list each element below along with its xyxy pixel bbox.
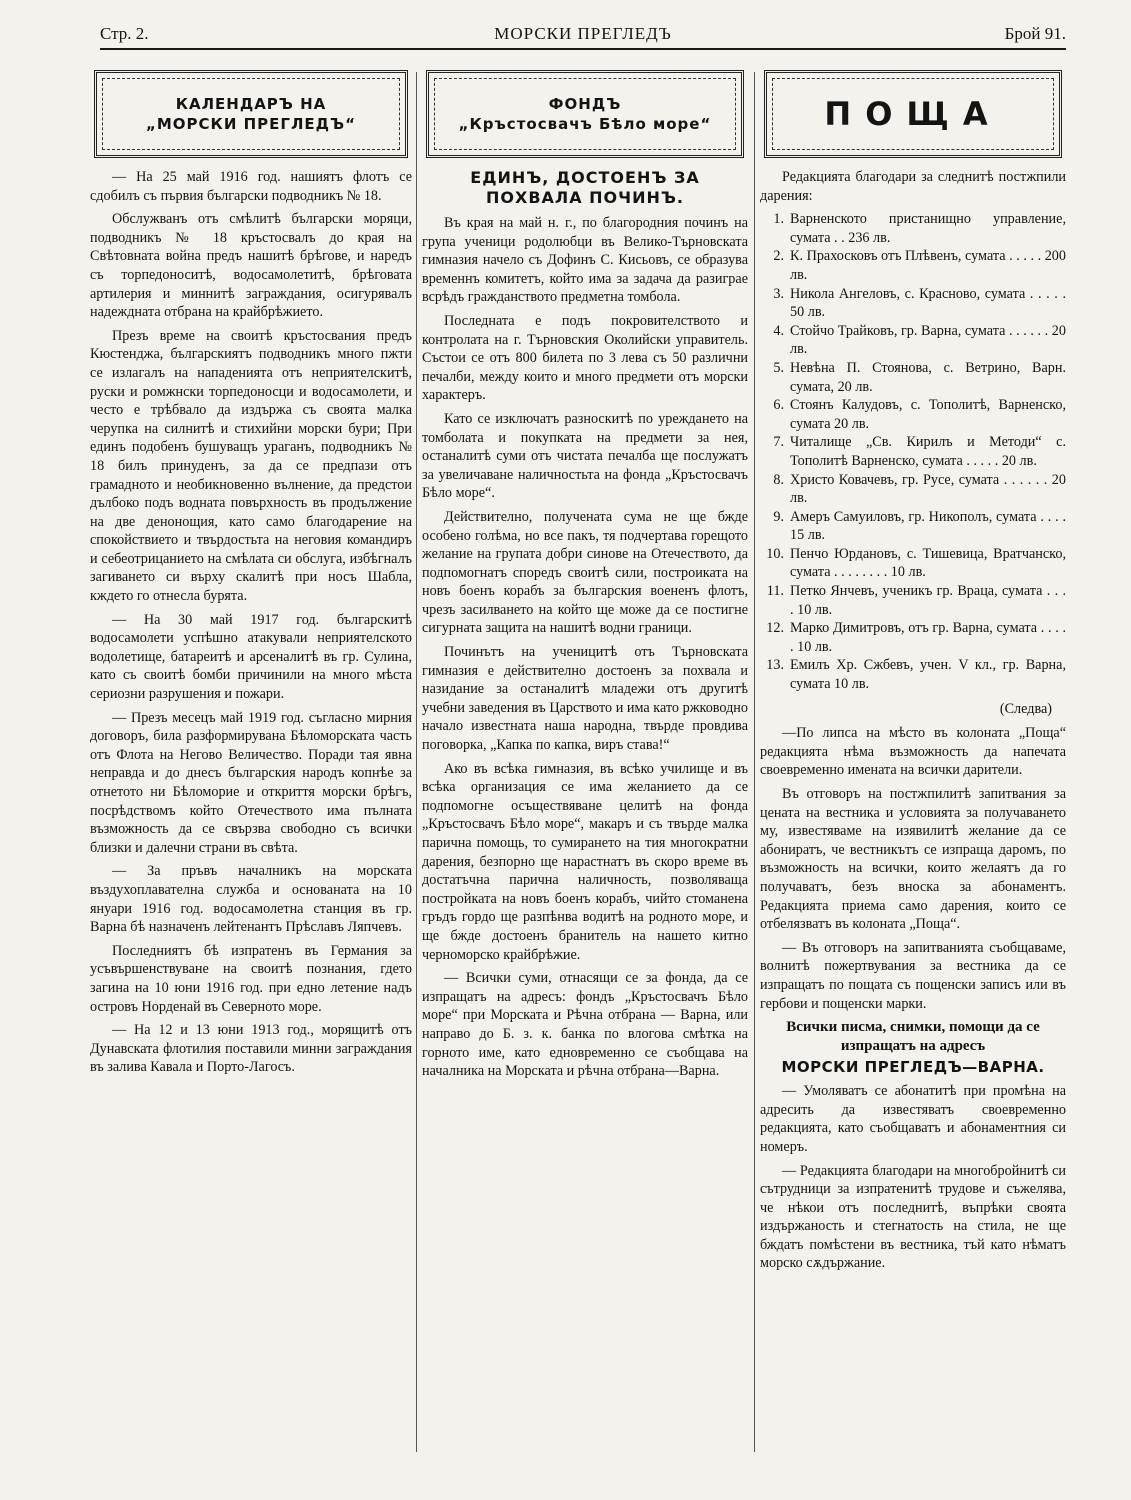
list-item: 12. Марко Димитровъ, отъ гр. Варна, сумата . . . . . 10 лв. [766,620,1066,655]
fund-paragraph: Ако въ всѣка гимназия, въ всѣко училище и въ всѣка организация се има желанието да се подпомогне осъществяване целитѣ на фонда „Кръстосвачъ Бѣло море“, макаръ и съ твърде малка парична помощь, то сумирането на тия многократни дарения, безпорно ще нарастнатъ въ скоро време въ достатъчна парична наличность, позволяваща постройката на новъ боенъ корабъ, чийто стоманена гръдъ гордо ще разпѣнва водитѣ на родното море, и ще бжде достоенъ бранитель на нашето китно черноморско крайбрѣжие. [422,760,748,963]
fund-paragraph: Починътъ на ученицитѣ отъ Търновската гимназия е действително достоенъ за похвала и назидание за останалитѣ младежи отъ другитѣ учебни заведения въ Царството и има като ржководно начало известната наша народна, твърде провдива поговорка, „Капка по капка, виръ става!“ [422,644,748,754]
calendar-paragraph: — За пръвъ началникъ на морската въздухоплавателна служба и основаната на 10 януари 1916 год. водосамолетна станция въ гр. Варна бѣ назначенъ лейтенантъ Прѣславъ Ляпчевъ. [90,863,412,936]
fund-headline: ЕДИНЪ, ДОСТОЕНЪ ЗА ПОХВАЛА ПОЧИНЪ. [470,168,700,207]
calendar-heading-box [94,70,408,158]
address-name: МОРСКИ ПРЕГЛЕДЪ—ВАРНА. [781,1058,1045,1077]
fund-column [422,70,748,1086]
fund-heading-line2: „Кръстосвачъ Бѣло море“ [458,115,712,133]
calendar-heading-line2: „МОРСКИ ПРЕГЛЕДЪ“ [146,115,356,133]
calendar-paragraph: Презъ време на своитѣ кръстосвания предъ Кюстенджа, българскиятъ подводникъ много пжти се излагалъ на нападенията отъ неприятелскитѣ, руски и ромжнски торпедоносци и водосамолети, и често е трѣбвало да издържа съ своята малка черупка на силнитѣ и стихийни морски бури; При единъ подобенъ бушуващъ ураганъ, подводникъ № 18 билъ принуденъ, за да се предпази отъ грамадното и необикновенно вълнение, да предстои дълбоко подъ водната повърхность въ продължение на две денонощия, като само благодарение на спокойствието и твърдостьта на неговия командиръ и себеотрицанието на смѣлата си обслуга, избѣгналъ загиването си върху скалитѣ при носъ Шабла, кждето го отнесла бурята. [90,327,412,605]
mail-intro: Редакцията благодари за следнитѣ постжпили дарения: [760,169,1066,204]
fund-paragraph: Въ края на май н. г., по благородния починъ на група ученици родолюбци въ Велико-Търновската гимназия начело съ Дофинъ С. Кисьовъ, се образува временнъ комитетъ, който има за задача да разиграе всрѣдъ гражданството предметна томбола. [422,215,748,306]
calendar-heading-line1: КАЛЕНДАРЪ НА [175,95,327,113]
list-item: 2. К. Прахосковъ отъ Плѣвенъ, сумата . . . . . 200 лв. [773,248,1066,283]
calendar-paragraph: Обслужванъ отъ смѣлитѣ български моряци, подводникъ № 18 кръстосвалъ до края на Свѣтовната война предъ нашитѣ брѣгове, и наредъ съ торпедоноситѣ, водосамолетитѣ, брѣговата артилерия и миннитѣ заграждания, осигурявалъ надеждната отбрана на крайбрѣжието. [90,211,412,321]
page-number: Стр. 2. [100,24,149,43]
mail-paragraph: —По липса на мѣсто въ колоната „Поща“ редакцията нѣма възможность да напечата своевременно имената на всички дарители. [760,725,1066,779]
mail-heading-box [764,70,1062,158]
list-item: 10. Пенчо Юрдановъ, с. Тишевица, Вратчанско, сумата . . . . . . . . 10 лв. [766,545,1066,581]
mail-heading: ПОЩА [824,95,1002,133]
list-item: 3. Никола Ангеловъ, с. Красново, сумата . . . . . 50 лв. [773,285,1066,321]
calendar-column [90,70,412,1082]
fund-paragraph: — Всички суми, отнасящи се за фонда, да се изпращатъ на адресъ: фондъ „Кръстосвачъ Бѣло море“ при Морската и Рѣчна отбрана — Варна, или направо до Б. з. к. банка по влогова смѣтка на горното име, като едновременно се съобщава на началника на Морската и рѣчна отбрана—Варна. [422,970,748,1080]
to-be-continued: (Следва) [999,700,1052,717]
column-divider [416,72,417,1452]
fund-paragraph: Като се изключатъ разноскитѣ по уреждането на томболата и покупката на предмети за нея, останалитѣ суми отъ чистата печалба ще послужатъ за увеличаване наличностьта на фонда „Кръстосвачъ Бѣло море“. [422,410,748,502]
list-item: 6. Стоянъ Калудовъ, с. Тополитѣ, Варненско, сумата 20 лв. [773,397,1066,432]
list-item: 5. Невѣна П. Стоянова, с. Ветрино, Варн. сумата, 20 лв. [773,359,1066,395]
mail-paragraph: — Умоляватъ се абонатитѣ при промѣна на адресить да известяватъ своевременно редакцията, като съобщаватъ и абонаментния си номеръ. [760,1083,1066,1155]
list-item: 13. Емилъ Хр. Сжбевъ, учен. V кл., гр. Варна, сумата 10 лв. [766,657,1066,693]
fund-heading-line1: ФОНДЪ [548,95,622,113]
mail-column [760,70,1066,1278]
list-item: 9. Амеръ Самуиловъ, гр. Никополъ, сумата . . . . 15 лв. [773,508,1066,544]
page-header [100,24,1066,50]
fund-paragraph: Последната е подъ покровителството и контролата на г. Търновския Околийски управитель. Състои се отъ 800 билета по 3 лева съ 50 различни печалби, между които и много предмети отъ морски характеръ. [422,312,748,404]
calendar-paragraph: — Презъ месецъ май 1919 год. съгласно мирния договоръ, била разформирувана Бѣломорската часть отъ Флота на Негово Величество. Поради тая явна неправда и до днесъ българския народъ копнѣе за отнетото ни Бѣломорие и откриття морски брѣгъ, посрѣдствомъ който Отечеството има пълната възможность да се свързва свободно съ всички близки и далечни страни въ свѣта. [90,709,412,856]
column-divider [754,72,755,1452]
list-item: 11. Петко Янчевъ, ученикъ гр. Враца, сумата . . . . 10 лв. [766,583,1066,618]
list-item: 4. Стойчо Трайковъ, гр. Варна, сумата . . . . . . 20 лв. [773,322,1066,358]
issue-number: Брой 91. [1004,24,1066,43]
calendar-paragraph: — На 12 и 13 юни 1913 год., морящитѣ отъ Дунавската флотилия поставили минни заграждания въ залива Кавала и Порто-Лагосъ. [90,1022,412,1076]
newspaper-title: МОРСКИ ПРЕГЛЕДЪ [494,24,672,43]
mail-paragraph: Въ отговоръ на постжпилитѣ запитвания за цената на вестника и условията за получаването му, известяваме на изявилитѣ желание да се абониратъ, че вестникътъ се изпраща даромъ, по възможность на всички, които желаятъ да го получаватъ, безъ вноска за абонаментъ. Редакцията приема само дарения, които се отбелязватъ въ колоната „Поща“. [760,786,1066,933]
list-item: 1. Варненското пристанищно управление, сумата . . 236 лв. [773,211,1066,246]
list-item: 7. Читалище „Св. Кирилъ и Методи“ с. Тополитѣ Варненско, сумата . . . . . 20 лв. [773,434,1066,469]
calendar-paragraph: — На 25 май 1916 год. нашиятъ флотъ се сдобилъ съ първия български подводникъ № 18. [90,169,412,204]
fund-paragraph: Действително, получената сума не ще бжде особено голѣма, но все пакъ, тя подчертава горещото желание на групата добри синове на Отечеството, да подпомогнатъ споредъ своитѣ сили, построиката на новъ боенъ корабъ за българския воененъ флотъ, чрезъ засилването на който ще може да се постигне сигурната защита на нашитѣ водни граници. [422,508,748,637]
fund-heading-box [426,70,744,158]
address-note: Всички писма, снимки, помощи да се изпращатъ на адресъ [786,1019,1040,1055]
list-item: 8. Христо Ковачевъ, гр. Русе, сумата . . . . . . 20 лв. [773,471,1066,507]
donation-list [760,210,1066,693]
mail-paragraph: — Редакцията благодари на многобройнитѣ си сътрудници за изпратенитѣ трудове и съжелява, че нѣкои отъ последнитѣ, въпрѣки своята издържаность и стегнатость на стила, не ще бждатъ помѣстени въ вестника, тъй като нѣматъ морско сѫдържание. [760,1162,1066,1272]
calendar-paragraph: Последниятъ бѣ изпратенъ въ Германия за усъвършенствуване на своитѣ познания, гдето загина на 10 юни 1916 год. при едно летение надъ островъ Норденай въ Северното море. [90,942,412,1015]
calendar-paragraph: — На 30 май 1917 год. българскитѣ водосамолети успѣшно атакували неприятелското водолетище, батареитѣ и арсеналитѣ въ гр. Сулина, като съ своитѣ бомби причинили на много мѣста сериозни разрушения и пожари. [90,611,412,703]
mail-paragraph: — Въ отговоръ на запитванията съобщаваме, волнитѣ пожертвувания за вестника да се изпращатъ по пощата съ пощенски записъ или въ гербови и пощенски марки. [760,939,1066,1012]
